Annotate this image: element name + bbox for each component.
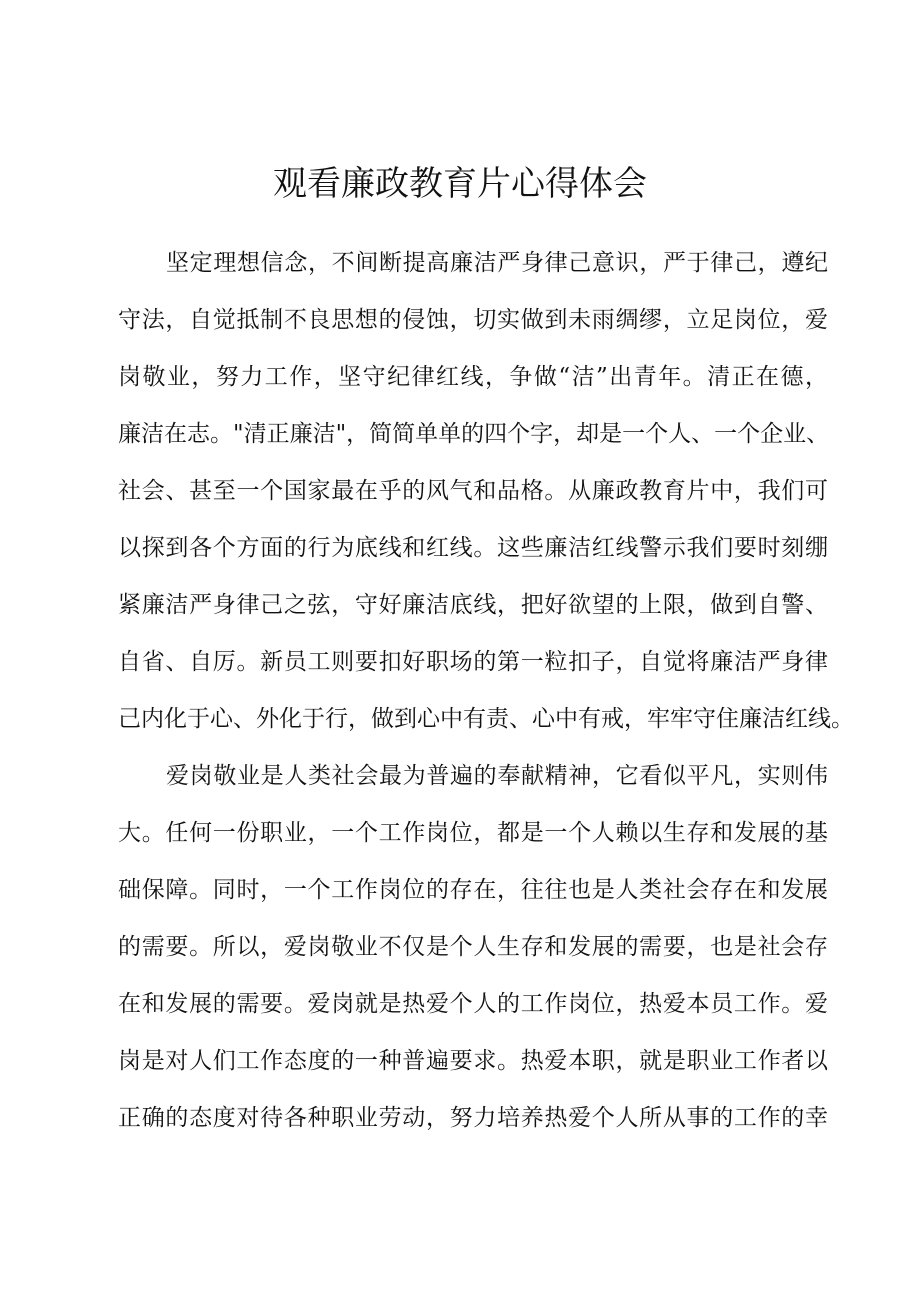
text-line: 守法，自觉抵制不良思想的侵蚀，切实做到未雨绸缪，立足岗位，爱: [118, 307, 828, 333]
text-line: 己内化于心、外化于行，做到心中有责、心中有戒，牢牢守住廉洁红线。: [118, 706, 854, 732]
text-line: 爱岗敬业是人类社会最为普遍的奉献精神，它看似平凡，实则伟: [166, 763, 828, 789]
text-line: 岗敬业，努力工作，坚守纪律红线，争做“洁”出青年。清正在德，: [118, 364, 828, 390]
text-line: 以探到各个方面的行为底线和红线。这些廉洁红线警示我们要时刻绷: [118, 535, 828, 561]
text-line: 社会、甚至一个国家最在乎的风气和品格。从廉政教育片中，我们可: [118, 478, 828, 504]
document-title: 观看廉政教育片心得体会: [273, 164, 647, 204]
text-line: 的需要。所以，爱岗敬业不仅是个人生存和发展的需要，也是社会存: [118, 934, 828, 960]
text-line: 岗是对人们工作态度的一种普遍要求。热爱本职，就是职业工作者以: [118, 1048, 828, 1074]
text-line: 正确的态度对待各种职业劳动，努力培养热爱个人所从事的工作的幸: [118, 1105, 828, 1131]
text-line: 廉洁在志。"清正廉洁"，简简单单的四个字，却是一个人、一个企业、: [118, 421, 830, 447]
text-line: 础保障。同时，一个工作岗位的存在，往往也是人类社会存在和发展: [118, 877, 828, 903]
text-line: 紧廉洁严身律己之弦，守好廉洁底线，把好欲望的上限，做到自警、: [118, 592, 828, 618]
text-line: 自省、自厉。新员工则要扣好职场的第一粒扣子，自觉将廉洁严身律: [118, 649, 828, 675]
text-line: 大。任何一份职业，一个工作岗位，都是一个人赖以生存和发展的基: [118, 820, 828, 846]
text-line: 坚定理想信念，不间断提高廉洁严身律己意识，严于律己，遵纪: [166, 250, 828, 276]
text-line: 在和发展的需要。爱岗就是热爱个人的工作岗位，热爱本员工作。爱: [118, 991, 828, 1017]
